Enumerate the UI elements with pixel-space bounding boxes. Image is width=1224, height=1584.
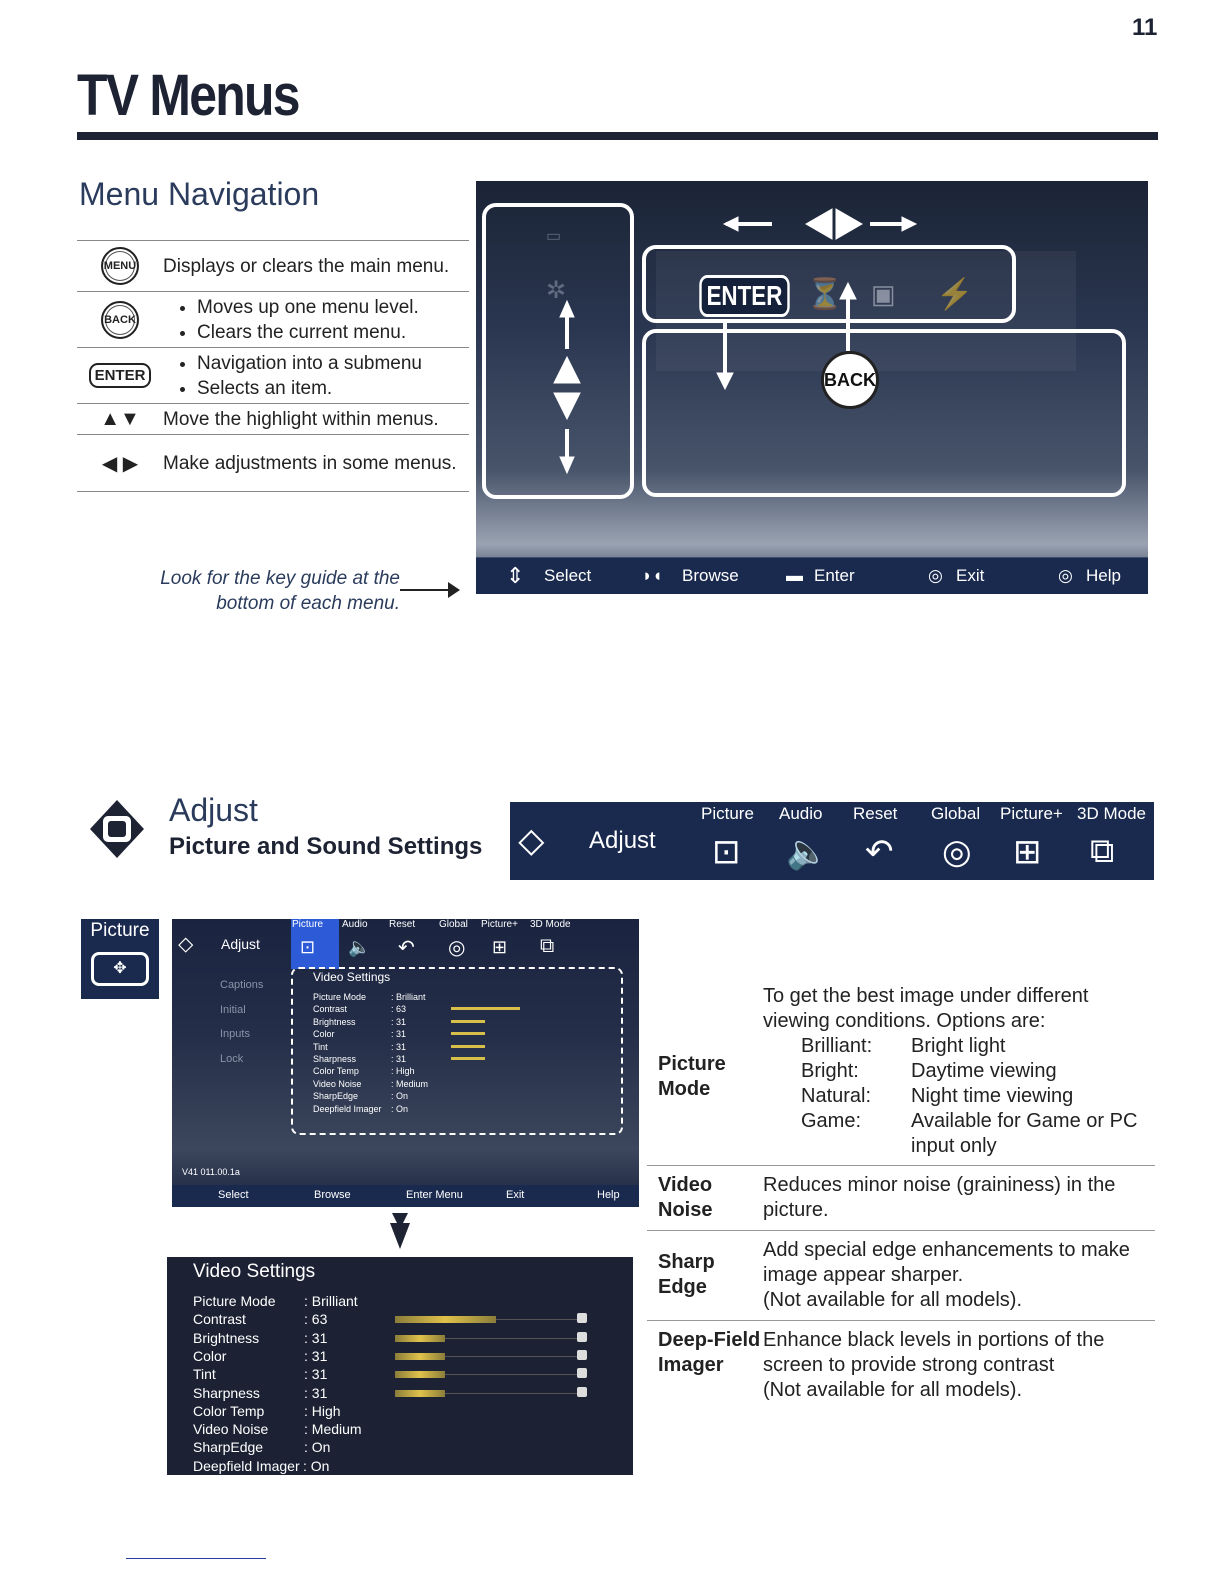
up-down-arrows-icon: ▲▼ [100, 407, 140, 430]
option-desc: Available for Game or PC input only [911, 1110, 1138, 1157]
s2-setting-row [313, 1103, 593, 1115]
setting-desc: Reduces minor noise (graininess) in the picture. [763, 1174, 1116, 1221]
video-setting-name[interactable]: Contrast [193, 1311, 246, 1328]
s2-setting-row [313, 1016, 593, 1028]
key-guide-exit: Exit [956, 566, 985, 585]
option-desc: Night time viewing [911, 1085, 1074, 1107]
video-setting-slider[interactable] [395, 1371, 585, 1378]
video-setting-name[interactable]: Brightness [193, 1329, 260, 1346]
globe-icon[interactable]: ◎ [942, 833, 972, 871]
adjust-subtitle: Picture and Sound Settings [169, 833, 483, 860]
s2-key-browse: Browse [314, 1189, 351, 1201]
key-row-enter [77, 347, 469, 403]
s2-setting-name[interactable]: Tint [313, 1041, 328, 1052]
slider-plus-icon [577, 1387, 587, 1397]
key-desc-back-2: • Clears the current menu. [197, 320, 469, 345]
option-desc: Daytime viewing [911, 1060, 1057, 1082]
s2-setting-value: : 31 [391, 1029, 407, 1040]
title-rule [77, 132, 1158, 140]
video-setting-name[interactable]: Color Temp [193, 1402, 265, 1419]
s2-side-menu [220, 973, 263, 1071]
video-setting-slider[interactable] [395, 1353, 585, 1360]
key-row-menu [77, 240, 469, 291]
s2-setting-name[interactable]: Color [313, 1029, 335, 1040]
s2-tab-audio[interactable]: Audio [342, 919, 368, 930]
picture-tab-icon: ✥ [91, 952, 149, 986]
s2-picture-icon[interactable]: ⊡ [300, 937, 316, 957]
slider-plus-icon [577, 1313, 587, 1323]
s2-settings-list [313, 991, 593, 1115]
s2-setting-slider[interactable] [451, 1007, 520, 1010]
setting-intro: To get the best image under different viewing conditions. Options are: [763, 985, 1089, 1032]
video-setting-slider[interactable] [395, 1390, 585, 1397]
s2-setting-name[interactable]: Color Temp [313, 1066, 359, 1077]
screen2-adjust: Adjust [221, 936, 260, 952]
adjust-icon [88, 798, 146, 860]
s2-setting-value: : On [391, 1091, 409, 1102]
s2-setting-slider[interactable] [451, 1057, 485, 1060]
s2-setting-name[interactable]: Deepfield Imager [313, 1103, 382, 1114]
s2-setting-value: : Medium [391, 1078, 429, 1089]
setting-sharp-edge [647, 1231, 1155, 1321]
key-guide-help: Help [1086, 566, 1121, 585]
s2-setting-row [313, 1041, 593, 1053]
setting-desc: Add special edge enhancements to make image appear sharper. [763, 1239, 1130, 1286]
video-setting-name[interactable]: Sharpness [193, 1384, 260, 1401]
menu-exit-icon: ◎ [928, 566, 943, 585]
picture-plus-icon[interactable]: ⊞ [1013, 833, 1042, 871]
video-setting-value: : High [304, 1402, 341, 1419]
menu-button-icon: MENU [101, 247, 139, 285]
key-row-updown [77, 403, 469, 434]
setting-deep-field-imager [647, 1321, 1155, 1410]
s2-key-enter-menu: Enter Menu [406, 1189, 463, 1201]
video-setting-value: : Brilliant [304, 1293, 358, 1309]
settings-table [647, 984, 1155, 1410]
s2-setting-name[interactable]: Brightness [313, 1016, 356, 1027]
page-number: 11 [1132, 14, 1158, 41]
video-setting-name[interactable]: Picture Mode [193, 1293, 276, 1309]
s2-tab-3d-mode[interactable]: 3D Mode [530, 919, 571, 930]
option-name: Game: [801, 1110, 862, 1132]
key-desc-leftright: Make adjustments in some menus. [163, 452, 457, 474]
video-setting-name[interactable]: Deepfield Imager [193, 1457, 300, 1474]
navigation-arrows-overlay [476, 181, 1148, 594]
video-settings-title: Video Settings [193, 1261, 316, 1282]
s2-setting-value: : 63 [391, 1004, 407, 1015]
note-arrow-head-icon [448, 582, 460, 598]
enter-button-icon: ENTER [89, 363, 152, 388]
enter-icon: ▬ [786, 566, 803, 585]
s2-tab-reset[interactable]: Reset [389, 919, 416, 930]
setting-desc: Enhance black levels in portions of the screen to provide strong contrast [763, 1329, 1105, 1376]
s2-key-exit: Exit [506, 1189, 525, 1201]
setting-name: Picture Mode [658, 1053, 726, 1100]
reset-icon[interactable]: ↶ [865, 833, 894, 871]
s2-setting-row [313, 1090, 593, 1102]
adjust-menu-bar [510, 802, 1154, 880]
page-title: TV Menus [77, 63, 299, 128]
video-setting-value: : 31 [304, 1366, 328, 1383]
s2-reset-icon[interactable]: ↶ [398, 937, 415, 959]
s2-setting-slider[interactable] [451, 1032, 485, 1035]
s2-3d-icon[interactable]: ⧉ [540, 935, 555, 957]
video-setting-value: : Medium [304, 1421, 362, 1438]
select-icon: ⇕ [506, 563, 525, 588]
s2-side-initial[interactable]: Initial [220, 1003, 246, 1016]
s2-setting-row [313, 1053, 593, 1065]
video-settings-zoom [167, 1257, 633, 1475]
back-button-icon: BACK [101, 301, 139, 339]
setting-name: Sharp Edge [658, 1251, 715, 1298]
s2-setting-value: : On [391, 1103, 409, 1114]
footer-line [126, 1558, 266, 1559]
key-desc-menu: Displays or clears the main menu. [163, 255, 450, 277]
key-desc-enter-1: • Navigation into a submenu [197, 351, 469, 376]
key-guide-note: Look for the key guide at the bottom of each menu. [160, 568, 400, 614]
setting-video-noise [647, 1166, 1155, 1231]
setting-picture-mode [647, 984, 1155, 1166]
s2-setting-value: : 31 [391, 1041, 407, 1052]
s2-setting-value: : 31 [391, 1053, 407, 1064]
video-setting-value: : 31 [304, 1329, 328, 1346]
s2-setting-name[interactable]: Video Noise [313, 1078, 362, 1089]
key-desc-updown: Move the highlight within menus. [163, 408, 439, 430]
video-setting-name[interactable]: Color [193, 1347, 227, 1364]
video-setting-value: : On [304, 1439, 331, 1456]
s2-side-inputs[interactable]: Inputs [220, 1028, 250, 1040]
s2-setting-row [313, 991, 593, 1003]
menu-navigation-screenshot: ▭ ✲ ⏳ ▣ ⚡ ⇕ Select ◗◖ Browse ▬ Enter ◎ Exit ◎ Help [476, 181, 1148, 594]
tab-picture[interactable]: Picture [701, 804, 754, 823]
picture-tab-badge [81, 919, 159, 999]
picture-tab-label: Picture [90, 920, 150, 941]
key-row-back [77, 291, 469, 347]
s2-picture-plus-icon[interactable]: ⊞ [492, 937, 508, 957]
key-row-leftright [77, 434, 469, 492]
tab-reset[interactable]: Reset [853, 804, 898, 823]
video-setting-slider[interactable] [395, 1335, 585, 1342]
video-setting-slider[interactable] [395, 1316, 585, 1323]
s2-setting-name[interactable]: Contrast [313, 1004, 348, 1015]
s2-key-help: Help [597, 1189, 620, 1201]
tab-global[interactable]: Global [931, 804, 981, 823]
tab-audio[interactable]: Audio [779, 804, 823, 823]
s2-setting-row [313, 1065, 593, 1077]
s2-setting-value: : High [391, 1066, 415, 1077]
s2-video-settings-panel [291, 967, 623, 1135]
option-name: Bright: [801, 1060, 859, 1082]
info-help-icon: ◎ [1058, 566, 1073, 585]
s2-setting-value: : 31 [391, 1016, 407, 1027]
video-setting-name[interactable]: Video Noise [193, 1421, 269, 1438]
left-right-arrows-icon: ◀ ▶ [101, 452, 139, 475]
s2-setting-value: : Brilliant [391, 992, 426, 1002]
tab-picture-plus[interactable]: Picture+ [1000, 804, 1063, 823]
adjust-nav-small-icon: ⬦ [178, 931, 194, 956]
s2-tab-global[interactable]: Global [439, 919, 468, 930]
s2-setting-name[interactable]: Sharpness [313, 1053, 357, 1064]
s2-speaker-icon[interactable]: 🔈 [348, 937, 371, 957]
s2-key-select: Select [218, 1189, 249, 1201]
enter-callout: ENTER [699, 275, 789, 317]
picture-menu-screenshot [172, 919, 639, 1207]
s2-setting-row [313, 1078, 593, 1090]
s2-setting-slider[interactable] [451, 1020, 485, 1023]
s2-tab-picture[interactable]: Picture [292, 919, 324, 930]
video-setting-value: : 31 [304, 1384, 328, 1401]
s2-setting-name[interactable]: SharpEdge [313, 1091, 359, 1102]
option-name: Natural: [801, 1085, 872, 1107]
down-arrow-icon [388, 1213, 412, 1251]
s2-setting-slider[interactable] [451, 1045, 485, 1048]
s2-tab-picture-plus[interactable]: Picture+ [481, 919, 518, 930]
menu-navigation-heading: Menu Navigation [79, 176, 320, 212]
key-desc-back-1: • Moves up one menu level. [197, 295, 469, 320]
slider-plus-icon [577, 1332, 587, 1342]
slider-plus-icon [577, 1350, 587, 1360]
adjust-bar-label: Adjust [589, 827, 656, 854]
speaker-icon[interactable]: 🔈 [786, 833, 829, 871]
setting-name: Deep-Field Imager [658, 1329, 761, 1376]
s2-key-guide [172, 1185, 639, 1207]
s2-panel-title: Video Settings [313, 970, 391, 984]
setting-name: Video Noise [658, 1174, 713, 1221]
video-setting-value: : On [303, 1457, 330, 1474]
adjust-nav-icon: ⬦ [518, 820, 545, 862]
key-guide-browse: Browse [682, 566, 739, 585]
option-name: Brilliant: [801, 1035, 873, 1057]
setting-note: (Not available for all models). [763, 1379, 1022, 1401]
key-guide-select: Select [544, 566, 592, 585]
option-desc: Bright light [911, 1035, 1006, 1057]
s2-setting-row [313, 1003, 593, 1015]
back-callout: BACK [821, 351, 879, 409]
adjust-title: Adjust [169, 792, 258, 828]
note-arrow-line [400, 589, 452, 591]
s2-setting-name[interactable]: Picture Mode [313, 992, 367, 1002]
video-setting-name[interactable]: SharpEdge [193, 1439, 264, 1456]
video-setting-value: : 31 [304, 1347, 328, 1364]
key-table [77, 240, 469, 492]
key-guide-enter: Enter [814, 566, 855, 585]
slider-plus-icon [577, 1368, 587, 1378]
s2-side-lock[interactable]: Lock [220, 1052, 244, 1065]
tab-3d-mode[interactable]: 3D Mode [1077, 804, 1146, 823]
s2-side-captions[interactable]: Captions [220, 979, 264, 991]
key-desc-enter-2: • Selects an item. [197, 376, 469, 401]
s2-version: V41 011.00.1a [182, 1167, 240, 1177]
browse-icon: ◗◖ [642, 566, 663, 585]
video-setting-name[interactable]: Tint [193, 1366, 216, 1383]
key-guide-bar [476, 557, 1148, 594]
video-setting-value: : 63 [304, 1311, 328, 1328]
s2-globe-icon[interactable]: ◎ [448, 937, 466, 959]
3d-glasses-icon[interactable]: ⧉ [1090, 832, 1115, 870]
picture-icon[interactable]: ⊡ [712, 833, 741, 871]
s2-setting-row [313, 1028, 593, 1040]
setting-note: (Not available for all models). [763, 1289, 1022, 1311]
